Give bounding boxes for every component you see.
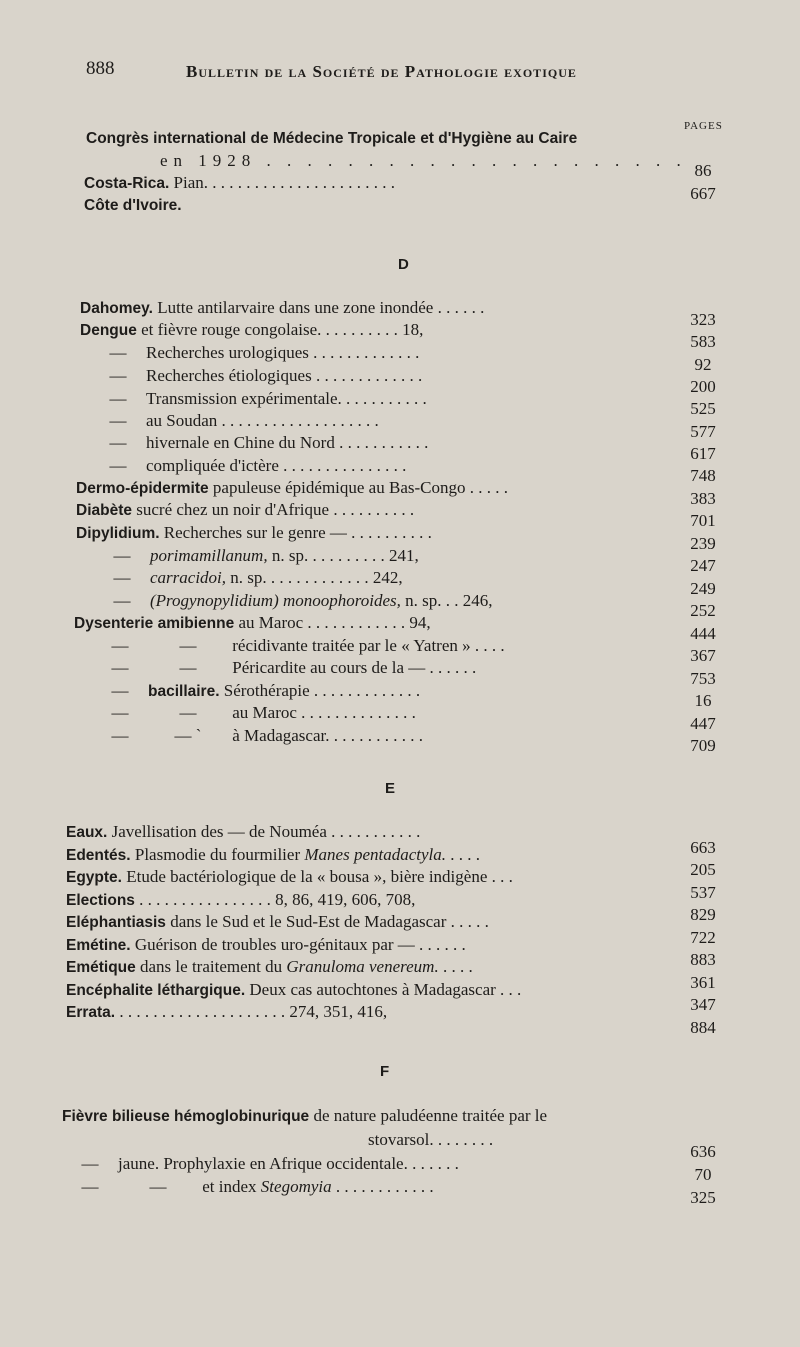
index-entry: Eléphantiasis dans le Sud et le Sud-Est de Madagascar . . . . . (66, 912, 489, 931)
section-letter-e: E (385, 780, 396, 797)
index-entry: — au Soudan . . . . . . . . . . . . . . . . . . . (109, 411, 379, 430)
page-ref: 367 (690, 646, 716, 665)
index-entry: Edentés. Plasmodie du fourmilier Manes pentadactyla. . . . . (66, 845, 481, 864)
index-entry: Dermo-épidermite papuleuse épidémique au Bas-Congo . . . . . (76, 478, 508, 497)
index-entry: Dahomey. Lutte antilarvaire dans une zone inondée . . . . . . (80, 298, 485, 317)
page-ref: 361 (690, 973, 716, 992)
index-entry: Elections . . . . . . . . . . . . . . . . 8, 86, 419, 606, 708, (66, 890, 416, 909)
index-entry: Encéphalite léthargique. Deux cas autochtones à Madagascar . . . (66, 980, 522, 999)
page-ref: 249 (690, 579, 716, 598)
page-ref: 583 (690, 332, 716, 351)
page-number: 888 (86, 58, 115, 79)
index-entry: — bacillaire. Sérothérapie . . . . . . . . . . . . . (111, 681, 421, 700)
page-ref: 617 (690, 444, 716, 463)
page-ref: 70 (694, 1165, 712, 1184)
page-ref: 753 (690, 669, 716, 688)
page-ref: 383 (690, 489, 716, 508)
index-entry: Dysenterie amibienne au Maroc . . . . . . . . . . . . 94, (74, 613, 431, 632)
running-title: Bulletin de la Société de Pathologie exotique (186, 62, 577, 81)
pages-column-label: PAGES (684, 120, 723, 132)
section-letter-d: D (398, 256, 409, 273)
page-ref: 667 (690, 184, 716, 203)
index-entry: — — ` à Madagascar. . . . . . . . . . . . (111, 726, 423, 745)
index-entry: — porimamillanum, n. sp. . . . . . . . . . 241, (113, 546, 419, 565)
page-ref: 92 (694, 355, 712, 374)
index-entry: — carracidoi, n. sp. . . . . . . . . . . . . 242, (113, 568, 403, 587)
index-entry: Errata. . . . . . . . . . . . . . . . . . . . . 274, 351, 416, (66, 1002, 388, 1021)
page-ref: 525 (690, 399, 716, 418)
page-ref: 86 (694, 161, 712, 180)
section-letter-f: F (380, 1063, 390, 1080)
index-entry-continuation: stovarsol. . . . . . . . (368, 1130, 494, 1149)
index-entry: Egypte. Etude bactériologique de la « bousa », bière indigène . . . (66, 867, 513, 886)
index-entry: Dipylidium. Recherches sur le genre — . . . . . . . . . . (76, 523, 432, 542)
index-entry: — — et index Stegomyia . . . . . . . . . . . . (81, 1177, 434, 1196)
index-entry: — — récidivante traitée par le « Yatren » . . . . (111, 636, 505, 655)
page-ref: 205 (690, 860, 716, 879)
page-ref: 239 (690, 534, 716, 553)
page-ref: 16 (694, 691, 712, 710)
index-entry-continuation: en 1928 . . . . . . . . . . . . . . . . . . . . . (160, 151, 687, 170)
page-ref: 829 (690, 905, 716, 924)
page-ref: 884 (690, 1018, 716, 1037)
page-ref: 663 (690, 838, 716, 857)
page-ref: 252 (690, 601, 716, 620)
page-ref: 748 (690, 466, 716, 485)
index-entry: Côte d'Ivoire. (84, 197, 182, 214)
index-entry: — Transmission expérimentale. . . . . . . . . . . (109, 389, 427, 408)
index-entry: — compliquée d'ictère . . . . . . . . . . . . . . . (109, 456, 407, 475)
index-entry: Emétique dans le traitement du Granuloma venereum. . . . . (66, 957, 473, 976)
page-ref: 247 (690, 556, 716, 575)
index-entry: Fièvre bilieuse hémoglobinurique de nature paludéenne traitée par le (62, 1106, 548, 1125)
index-entry: — Recherches urologiques . . . . . . . . . . . . . (109, 343, 420, 362)
index-entry: — hivernale en Chine du Nord . . . . . . . . . . . (109, 433, 429, 452)
page-ref: 883 (690, 950, 716, 969)
page-ref: 447 (690, 714, 716, 733)
index-entry: — — Péricardite au cours de la — . . . . . . (111, 658, 477, 677)
page-ref: 701 (690, 511, 716, 530)
page-ref: 347 (690, 995, 716, 1014)
index-entry: — Recherches étiologiques . . . . . . . . . . . . . (109, 366, 423, 385)
index-entry: Emétine. Guérison de troubles uro-génitaux par — . . . . . . (66, 935, 466, 954)
index-entry: Dengue et fièvre rouge congolaise. . . . . . . . . . 18, (80, 320, 424, 339)
index-entry: Congrès international de Médecine Tropicale et d'Hygiène au Caire (86, 130, 578, 147)
page-ref: 709 (690, 736, 716, 755)
index-entry: — jaune. Prophylaxie en Afrique occidentale. . . . . . . (81, 1154, 459, 1173)
page-ref: 200 (690, 377, 716, 396)
page-ref: 323 (690, 310, 716, 329)
index-entry: Eaux. Javellisation des — de Nouméa . . . . . . . . . . . (66, 822, 421, 841)
page-ref: 722 (690, 928, 716, 947)
index-entry: — (Progynopylidium) monoophoroides, n. sp. . . 246, (113, 591, 493, 610)
index-entry: — — au Maroc . . . . . . . . . . . . . . (111, 703, 416, 722)
page-ref: 537 (690, 883, 716, 902)
page-ref: 444 (690, 624, 716, 643)
index-entry: Costa-Rica. Pian. . . . . . . . . . . . . . . . . . . . . . . (84, 173, 396, 192)
page-ref: 636 (690, 1142, 716, 1161)
index-entry: Diabète sucré chez un noir d'Afrique . . . . . . . . . . (76, 500, 415, 519)
page-ref: 577 (690, 422, 716, 441)
page-ref: 325 (690, 1188, 716, 1207)
